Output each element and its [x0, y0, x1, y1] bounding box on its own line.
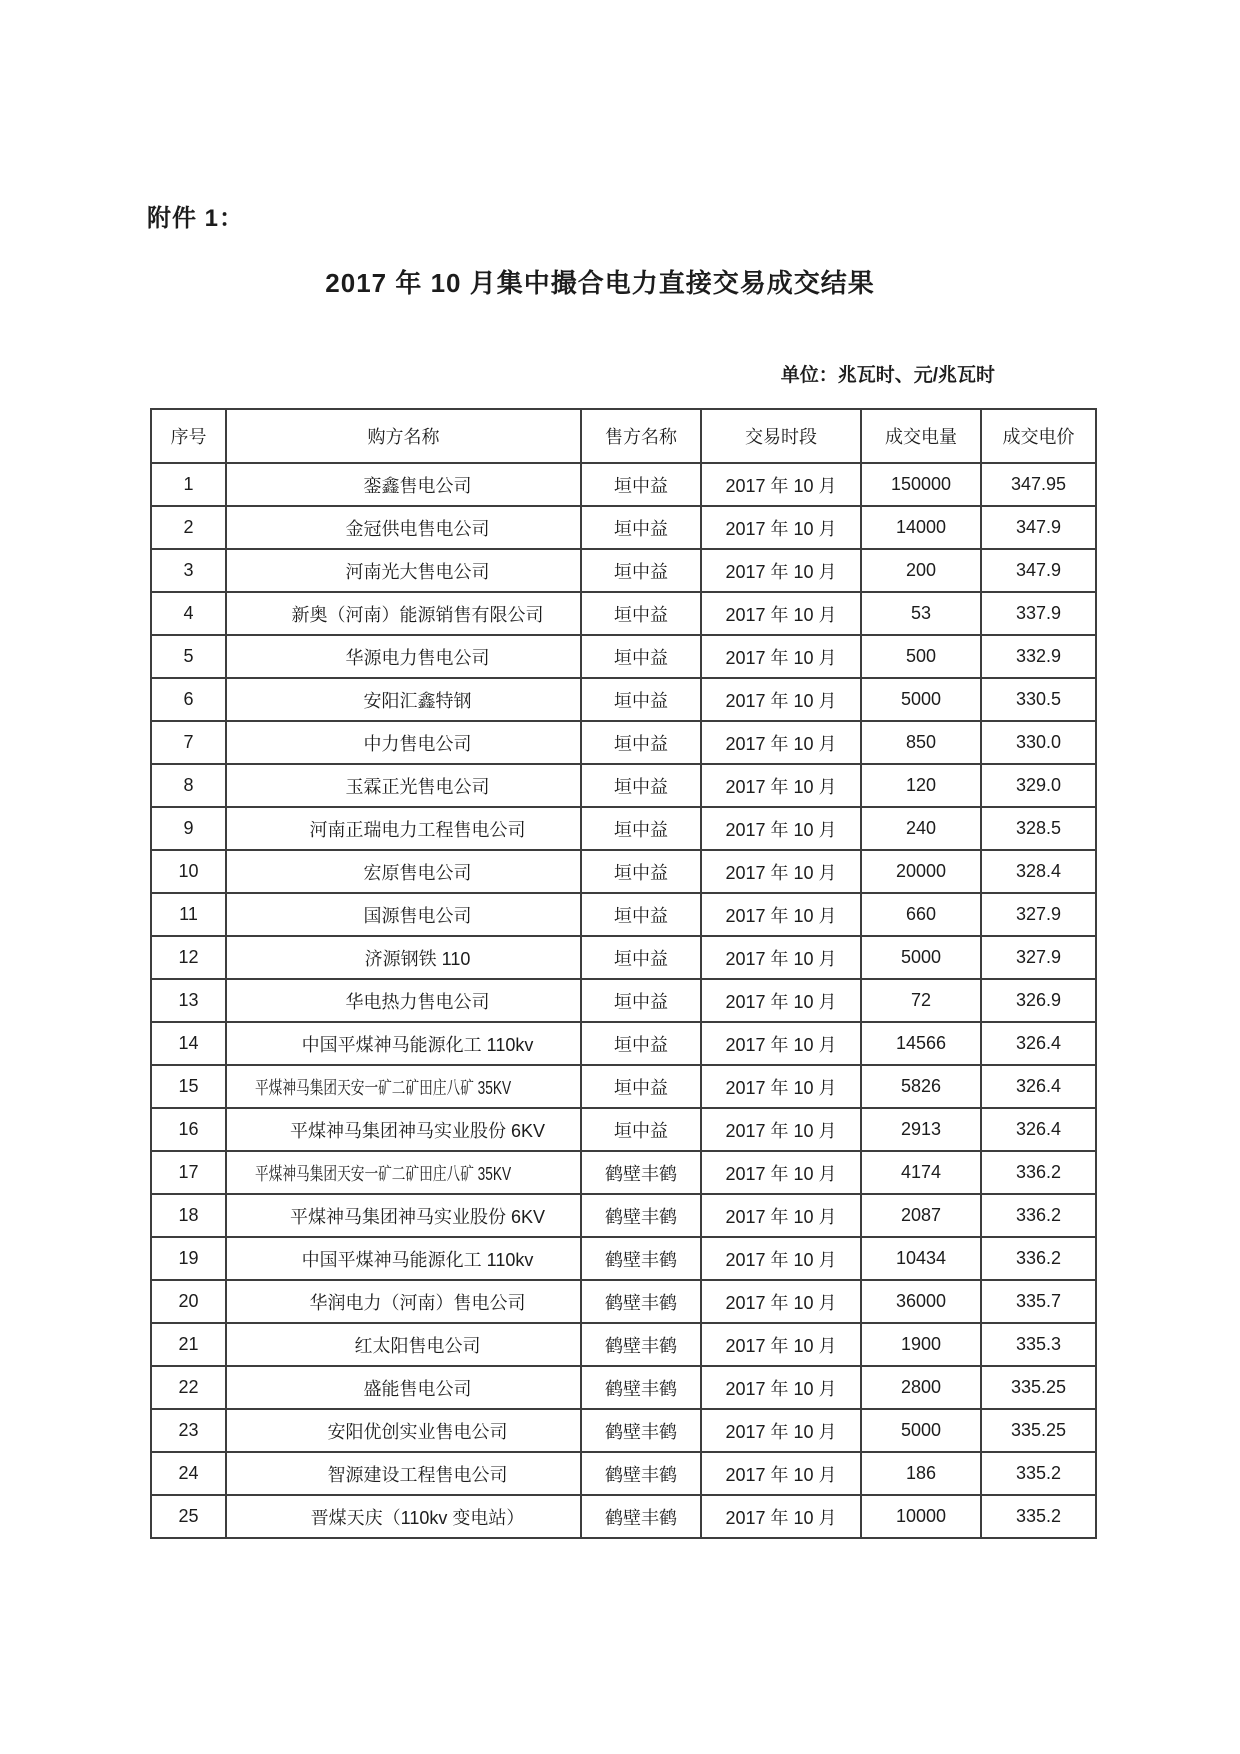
seller-name-cell: 垣中益 — [581, 936, 701, 979]
price-cell: 347.9 — [981, 549, 1096, 592]
seller-name-cell: 鹤壁丰鹤 — [581, 1194, 701, 1237]
price-cell: 326.9 — [981, 979, 1096, 1022]
table-row — [151, 893, 1096, 936]
buyer-name-text: 智源建设工程售电公司 — [327, 1464, 508, 1485]
trade-period-cell: 2017 年 10 月 — [701, 506, 861, 549]
buyer-name-text: 安阳汇鑫特钢 — [363, 690, 472, 711]
volume-cell: 5000 — [861, 678, 981, 721]
price-cell: 332.9 — [981, 635, 1096, 678]
row-number-cell: 11 — [151, 893, 226, 936]
price-cell: 326.4 — [981, 1022, 1096, 1065]
trade-period-cell: 2017 年 10 月 — [701, 1409, 861, 1452]
volume-cell: 5826 — [861, 1065, 981, 1108]
row-number-cell: 21 — [151, 1323, 226, 1366]
table-row — [151, 850, 1096, 893]
buyer-name-cell — [226, 979, 581, 1022]
buyer-name-text: 红太阳售电公司 — [354, 1335, 481, 1356]
buyer-name-text: 华电热力售电公司 — [345, 991, 490, 1012]
volume-cell: 53 — [861, 592, 981, 635]
row-number-cell: 20 — [151, 1280, 226, 1323]
table-row — [151, 721, 1096, 764]
table-row — [151, 1280, 1096, 1323]
seller-name-cell: 垣中益 — [581, 592, 701, 635]
buyer-name-cell — [226, 1495, 581, 1538]
buyer-name-cell — [226, 936, 581, 979]
price-cell: 335.3 — [981, 1323, 1096, 1366]
volume-cell: 14000 — [861, 506, 981, 549]
buyer-name-text: 平煤神马集团神马实业股份 6KV — [289, 1206, 546, 1227]
table-row — [151, 1022, 1096, 1065]
buyer-name-text: 中国平煤神马能源化工 110kv — [301, 1034, 534, 1055]
volume-cell: 5000 — [861, 1409, 981, 1452]
table-body — [151, 463, 1096, 1538]
buyer-name-cell — [226, 1237, 581, 1280]
price-cell: 330.5 — [981, 678, 1096, 721]
price-cell: 335.25 — [981, 1409, 1096, 1452]
buyer-name-text: 晋煤天庆（110kv 变电站） — [310, 1507, 525, 1528]
row-number-cell: 3 — [151, 549, 226, 592]
buyer-name-text: 玉霖正光售电公司 — [345, 776, 490, 797]
seller-name-cell: 垣中益 — [581, 678, 701, 721]
volume-cell: 5000 — [861, 936, 981, 979]
row-number-cell: 4 — [151, 592, 226, 635]
table-row — [151, 1366, 1096, 1409]
row-number-cell: 16 — [151, 1108, 226, 1151]
volume-cell: 120 — [861, 764, 981, 807]
buyer-name-cell — [226, 893, 581, 936]
attachment-label: 附件 1： — [147, 205, 245, 232]
row-number-cell: 25 — [151, 1495, 226, 1538]
header-seller-name: 售方名称 — [581, 409, 701, 463]
buyer-name-cell — [226, 1323, 581, 1366]
buyer-name-cell — [226, 1022, 581, 1065]
buyer-name-text: 国源售电公司 — [363, 905, 472, 926]
table-row — [151, 1237, 1096, 1280]
table-row — [151, 764, 1096, 807]
table-row — [151, 1495, 1096, 1538]
trade-period-cell: 2017 年 10 月 — [701, 893, 861, 936]
volume-cell: 20000 — [861, 850, 981, 893]
trade-period-cell: 2017 年 10 月 — [701, 850, 861, 893]
trade-period-cell: 2017 年 10 月 — [701, 463, 861, 506]
price-cell: 336.2 — [981, 1194, 1096, 1237]
seller-name-cell: 垣中益 — [581, 463, 701, 506]
trade-period-cell: 2017 年 10 月 — [701, 549, 861, 592]
buyer-name-cell — [226, 764, 581, 807]
seller-name-cell: 鹤壁丰鹤 — [581, 1280, 701, 1323]
row-number-cell: 6 — [151, 678, 226, 721]
table-header-row — [151, 409, 1096, 463]
header-buyer-name: 购方名称 — [226, 409, 581, 463]
seller-name-cell: 垣中益 — [581, 1022, 701, 1065]
unit-note: 单位：兆瓦时、元/兆瓦时 — [780, 365, 995, 386]
buyer-name-cell — [226, 463, 581, 506]
volume-cell: 850 — [861, 721, 981, 764]
trade-period-cell: 2017 年 10 月 — [701, 678, 861, 721]
row-number-cell: 1 — [151, 463, 226, 506]
buyer-name-cell — [226, 549, 581, 592]
trade-period-cell: 2017 年 10 月 — [701, 1108, 861, 1151]
trade-period-cell: 2017 年 10 月 — [701, 1280, 861, 1323]
table-row — [151, 678, 1096, 721]
buyer-name-cell — [226, 1452, 581, 1495]
seller-name-cell: 垣中益 — [581, 850, 701, 893]
volume-cell: 10000 — [861, 1495, 981, 1538]
buyer-name-text: 济源钢铁 110 — [364, 948, 471, 969]
buyer-name-cell — [226, 1108, 581, 1151]
trade-period-cell: 2017 年 10 月 — [701, 1495, 861, 1538]
buyer-name-text: 华源电力售电公司 — [345, 647, 490, 668]
table-row — [151, 807, 1096, 850]
row-number-cell: 14 — [151, 1022, 226, 1065]
seller-name-cell: 垣中益 — [581, 721, 701, 764]
price-cell: 347.95 — [981, 463, 1096, 506]
price-cell: 347.9 — [981, 506, 1096, 549]
row-number-cell: 17 — [151, 1151, 226, 1194]
buyer-name-text: 华润电力（河南）售电公司 — [309, 1292, 526, 1313]
buyer-name-cell — [226, 506, 581, 549]
buyer-name-text: 銮鑫售电公司 — [363, 475, 472, 496]
trade-period-cell: 2017 年 10 月 — [701, 592, 861, 635]
row-number-cell: 5 — [151, 635, 226, 678]
seller-name-cell: 鹤壁丰鹤 — [581, 1237, 701, 1280]
row-number-cell: 15 — [151, 1065, 226, 1108]
buyer-name-text: 河南光大售电公司 — [345, 561, 490, 582]
volume-cell: 500 — [861, 635, 981, 678]
seller-name-cell: 鹤壁丰鹤 — [581, 1409, 701, 1452]
buyer-name-cell — [226, 721, 581, 764]
buyer-name-cell — [226, 1409, 581, 1452]
seller-name-cell: 垣中益 — [581, 764, 701, 807]
table-row — [151, 1323, 1096, 1366]
trade-period-cell: 2017 年 10 月 — [701, 1194, 861, 1237]
table-row — [151, 592, 1096, 635]
price-cell: 335.25 — [981, 1366, 1096, 1409]
seller-name-cell: 鹤壁丰鹤 — [581, 1452, 701, 1495]
buyer-name-cell — [226, 1194, 581, 1237]
table-row — [151, 635, 1096, 678]
table-row — [151, 1194, 1096, 1237]
results-table — [150, 408, 1097, 1539]
table-row — [151, 1452, 1096, 1495]
price-cell: 326.4 — [981, 1108, 1096, 1151]
table-row — [151, 936, 1096, 979]
row-number-cell: 24 — [151, 1452, 226, 1495]
price-cell: 327.9 — [981, 936, 1096, 979]
buyer-name-cell — [226, 1280, 581, 1323]
page-title: 2017 年 10 月集中撮合电力直接交易成交结果 — [325, 268, 875, 298]
seller-name-cell: 鹤壁丰鹤 — [581, 1323, 701, 1366]
volume-cell: 186 — [861, 1452, 981, 1495]
row-number-cell: 18 — [151, 1194, 226, 1237]
price-cell: 336.2 — [981, 1237, 1096, 1280]
trade-period-cell: 2017 年 10 月 — [701, 1022, 861, 1065]
row-number-cell: 10 — [151, 850, 226, 893]
price-cell: 336.2 — [981, 1151, 1096, 1194]
buyer-name-text: 平煤神马集团天安一矿二矿田庄八矿 35KV — [255, 1077, 512, 1098]
volume-cell: 72 — [861, 979, 981, 1022]
trade-period-cell: 2017 年 10 月 — [701, 1366, 861, 1409]
trade-period-cell: 2017 年 10 月 — [701, 721, 861, 764]
buyer-name-text: 新奥（河南）能源销售有限公司 — [291, 604, 544, 625]
buyer-name-text: 金冠供电售电公司 — [345, 518, 490, 539]
row-number-cell: 8 — [151, 764, 226, 807]
table-row — [151, 463, 1096, 506]
trade-period-cell: 2017 年 10 月 — [701, 936, 861, 979]
price-cell: 337.9 — [981, 592, 1096, 635]
buyer-name-text: 中力售电公司 — [363, 733, 472, 754]
buyer-name-cell — [226, 635, 581, 678]
seller-name-cell: 垣中益 — [581, 506, 701, 549]
seller-name-cell: 鹤壁丰鹤 — [581, 1151, 701, 1194]
trade-period-cell: 2017 年 10 月 — [701, 635, 861, 678]
price-cell: 328.4 — [981, 850, 1096, 893]
trade-period-cell: 2017 年 10 月 — [701, 764, 861, 807]
table-row — [151, 506, 1096, 549]
volume-cell: 2087 — [861, 1194, 981, 1237]
trade-period-cell: 2017 年 10 月 — [701, 1452, 861, 1495]
price-cell: 327.9 — [981, 893, 1096, 936]
price-cell: 335.2 — [981, 1495, 1096, 1538]
table-row — [151, 1065, 1096, 1108]
table-row — [151, 549, 1096, 592]
price-cell: 335.7 — [981, 1280, 1096, 1323]
price-cell: 328.5 — [981, 807, 1096, 850]
price-cell: 335.2 — [981, 1452, 1096, 1495]
price-cell: 330.0 — [981, 721, 1096, 764]
row-number-cell: 23 — [151, 1409, 226, 1452]
buyer-name-text: 河南正瑞电力工程售电公司 — [309, 819, 526, 840]
buyer-name-text: 平煤神马集团神马实业股份 6KV — [289, 1120, 546, 1141]
seller-name-cell: 垣中益 — [581, 807, 701, 850]
buyer-name-cell — [226, 1366, 581, 1409]
table-row — [151, 1409, 1096, 1452]
header-row-number: 序号 — [151, 409, 226, 463]
seller-name-cell: 垣中益 — [581, 893, 701, 936]
volume-cell: 150000 — [861, 463, 981, 506]
row-number-cell: 2 — [151, 506, 226, 549]
volume-cell: 660 — [861, 893, 981, 936]
seller-name-cell: 鹤壁丰鹤 — [581, 1366, 701, 1409]
seller-name-cell: 垣中益 — [581, 1108, 701, 1151]
trade-period-cell: 2017 年 10 月 — [701, 807, 861, 850]
buyer-name-text: 盛能售电公司 — [363, 1378, 472, 1399]
volume-cell: 1900 — [861, 1323, 981, 1366]
volume-cell: 2800 — [861, 1366, 981, 1409]
header-trade-price: 成交电价 — [981, 409, 1096, 463]
header-trade-volume: 成交电量 — [861, 409, 981, 463]
trade-period-cell: 2017 年 10 月 — [701, 1151, 861, 1194]
seller-name-cell: 垣中益 — [581, 979, 701, 1022]
volume-cell: 14566 — [861, 1022, 981, 1065]
buyer-name-cell — [226, 1065, 581, 1108]
volume-cell: 36000 — [861, 1280, 981, 1323]
row-number-cell: 9 — [151, 807, 226, 850]
buyer-name-cell — [226, 807, 581, 850]
volume-cell: 240 — [861, 807, 981, 850]
trade-period-cell: 2017 年 10 月 — [701, 979, 861, 1022]
row-number-cell: 22 — [151, 1366, 226, 1409]
volume-cell: 200 — [861, 549, 981, 592]
seller-name-cell: 垣中益 — [581, 635, 701, 678]
volume-cell: 4174 — [861, 1151, 981, 1194]
row-number-cell: 12 — [151, 936, 226, 979]
buyer-name-cell — [226, 678, 581, 721]
seller-name-cell: 垣中益 — [581, 1065, 701, 1108]
row-number-cell: 13 — [151, 979, 226, 1022]
buyer-name-text: 中国平煤神马能源化工 110kv — [301, 1249, 534, 1270]
volume-cell: 2913 — [861, 1108, 981, 1151]
price-cell: 329.0 — [981, 764, 1096, 807]
buyer-name-text: 安阳优创实业售电公司 — [327, 1421, 508, 1442]
price-cell: 326.4 — [981, 1065, 1096, 1108]
seller-name-cell: 鹤壁丰鹤 — [581, 1495, 701, 1538]
trade-period-cell: 2017 年 10 月 — [701, 1323, 861, 1366]
header-trade-period: 交易时段 — [701, 409, 861, 463]
row-number-cell: 19 — [151, 1237, 226, 1280]
buyer-name-text: 宏原售电公司 — [363, 862, 472, 883]
buyer-name-cell — [226, 850, 581, 893]
volume-cell: 10434 — [861, 1237, 981, 1280]
buyer-name-text: 平煤神马集团天安一矿二矿田庄八矿 35KV — [255, 1163, 512, 1184]
buyer-name-cell — [226, 1151, 581, 1194]
trade-period-cell: 2017 年 10 月 — [701, 1237, 861, 1280]
seller-name-cell: 垣中益 — [581, 549, 701, 592]
row-number-cell: 7 — [151, 721, 226, 764]
buyer-name-cell — [226, 592, 581, 635]
table-row — [151, 979, 1096, 1022]
table-row — [151, 1108, 1096, 1151]
trade-period-cell: 2017 年 10 月 — [701, 1065, 861, 1108]
table-row — [151, 1151, 1096, 1194]
